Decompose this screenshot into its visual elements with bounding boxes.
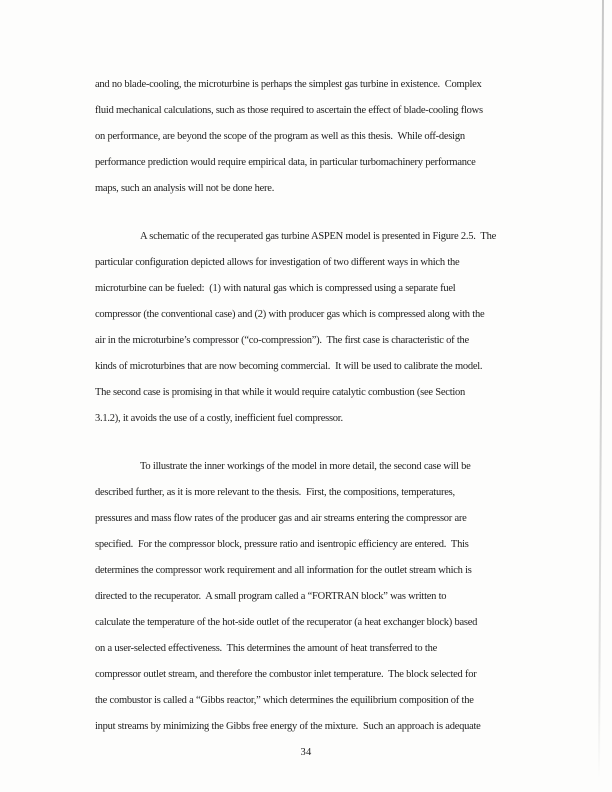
paragraph [95,224,547,432]
text-line: calculate the temperature of the hot-side outlet of the recuperator (a heat exchanger block) based [95,617,478,628]
text-line: air in the microturbine’s compressor (“co-compression”). The first case is characteristic of the [95,335,469,346]
page-number: 34 [300,747,312,758]
text-line: maps, such an analysis will not be done here. [95,183,275,194]
text-line: directed to the recuperator. A small program called a “FORTRAN block” was written to [95,591,447,602]
text-line: on a user-selected effectiveness. This determines the amount of heat transferred to the [95,643,437,654]
body-text [95,72,547,740]
text-line: To illustrate the inner workings of the model in more detail, the second case will be [140,461,471,472]
text-line: particular configuration depicted allows for investigation of two different ways in which the [95,257,460,268]
paragraph [95,454,547,740]
text-line: input streams by minimizing the Gibbs free energy of the mixture. Such an approach is adequate [95,721,481,732]
text-line: pressures and mass flow rates of the producer gas and air streams entering the compressor are [95,513,467,524]
paragraph [95,72,547,202]
text-line: described further, as it is more relevant to the thesis. First, the compositions, temperatures, [95,487,455,498]
text-line: fluid mechanical calculations, such as those required to ascertain the effect of blade-cooling flows [95,105,483,116]
scan-edge-line [598,0,604,778]
text-line: performance prediction would require empirical data, in particular turbomachinery performance [95,157,476,168]
text-line: specified. For the compressor block, pressure ratio and isentropic efficiency are entered. This [95,539,469,550]
text-line: 3.1.2), it avoids the use of a costly, inefficient fuel compressor. [95,413,343,424]
text-line: on performance, are beyond the scope of the program as well as this thesis. While off-design [95,131,465,142]
text-line: kinds of microturbines that are now becoming commercial. It will be used to calibrate the model. [95,361,483,372]
text-line: microturbine can be fueled: (1) with natural gas which is compressed using a separate fuel [95,283,456,294]
text-line: compressor (the conventional case) and (2) with producer gas which is compressed along with the [95,309,485,320]
text-line: The second case is promising in that while it would require catalytic combustion (see Section [95,387,466,398]
text-line: the combustor is called a “Gibbs reactor,” which determines the equilibrium composition of the [95,695,474,706]
text-line: A schematic of the recuperated gas turbine ASPEN model is presented in Figure 2.5. The [140,231,497,242]
text-line: compressor outlet stream, and therefore the combustor inlet temperature. The block selected for [95,669,477,680]
text-line: determines the compressor work requirement and all information for the outlet stream which is [95,565,472,576]
text-line: and no blade-cooling, the microturbine is perhaps the simplest gas turbine in existence. Complex [95,79,482,90]
